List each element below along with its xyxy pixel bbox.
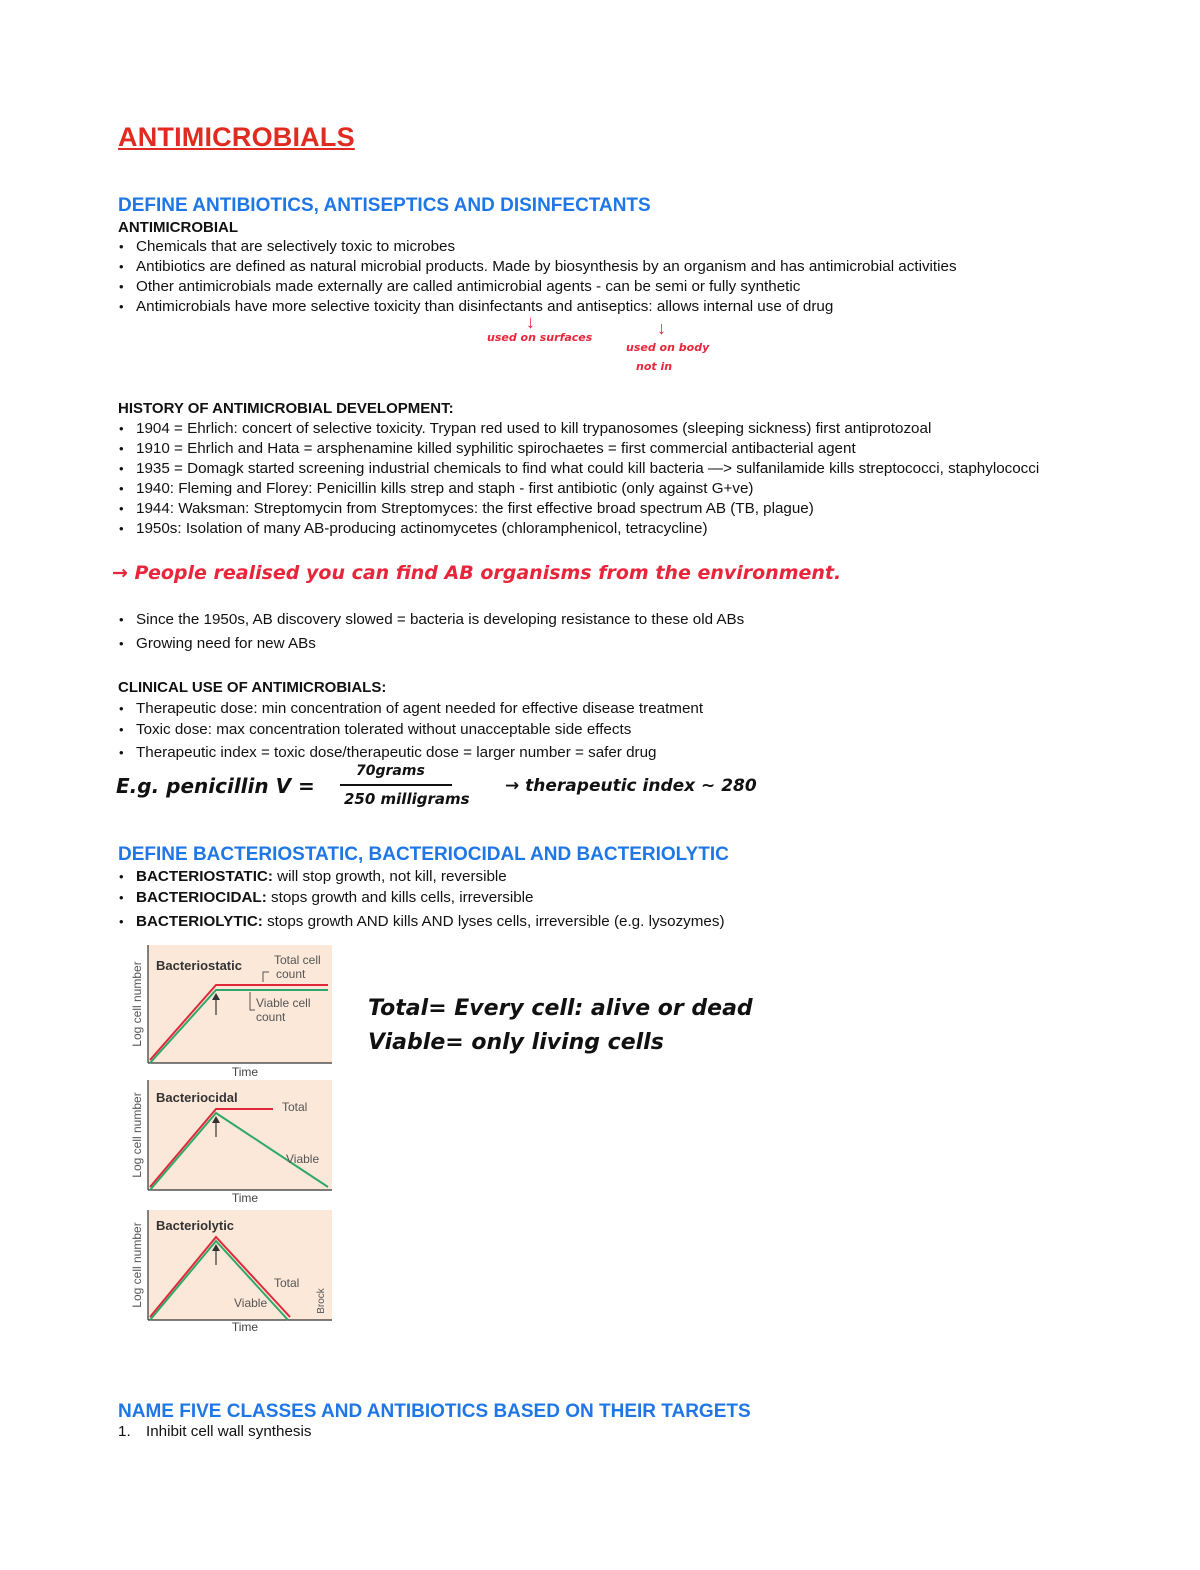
viable-label-2: count	[256, 1010, 286, 1024]
section-heading-bacteriostatic: DEFINE BACTERIOSTATIC, BACTERIOCIDAL AND BACTERIOLYTIC	[118, 844, 729, 865]
x-axis-label: Time	[231, 1065, 259, 1079]
list-item: • 1950s: Isolation of many AB-producing actinomycetes (chloramphenicol, tetracycline)	[118, 519, 1076, 539]
total-label-2: count	[276, 967, 306, 981]
growth-curves-figure	[128, 940, 338, 1335]
list-item: • Antimicrobials have more selective toxicity than disinfectants and antiseptics: allows internal use of drug	[118, 297, 957, 317]
section-heading-clinical: CLINICAL USE OF ANTIMICROBIALS:	[118, 679, 387, 696]
viable-label: Viable cell	[256, 996, 311, 1010]
list-item: • Therapeutic index = toxic dose/therapeutic dose = larger number = safer drug	[118, 742, 703, 763]
definition: stops growth AND kills AND lyses cells, irreversible (e.g. lysozymes)	[262, 913, 725, 930]
list-item: • Toxic dose: max concentration tolerated without unacceptable side effects	[118, 719, 703, 740]
section-heading-classes: NAME FIVE CLASSES AND ANTIBIOTICS BASED ON THEIR TARGETS	[118, 1401, 751, 1422]
list-item	[118, 866, 725, 887]
item-number: 1.	[118, 1423, 131, 1440]
list-item: • 1935 = Domagk started screening industrial chemicals to find what could kill bacteria —> sulfanilamide kills streptococci, staphylococci	[118, 459, 1076, 479]
list-item: • 1904 = Ehrlich: concert of selective toxicity. Trypan red used to kill trypanosomes (sleeping sickness) first antiprotozoal	[118, 419, 1076, 439]
fraction-bar	[340, 784, 452, 786]
handwritten-note-environment: → People realised you can find AB organisms from the environment.	[112, 562, 842, 584]
list-item: • 1944: Waksman: Streptomycin from Streptomyces: the first effective broad spectrum AB (TB, plague)	[118, 499, 1076, 519]
antimicrobial-bullet-list	[118, 237, 957, 317]
handwritten-note-viable: Viable= only living cells	[368, 1030, 664, 1055]
list-item: • Chemicals that are selectively toxic to microbes	[118, 237, 957, 257]
history-bullet-list-2	[118, 608, 744, 656]
viable-label: Viable	[286, 1152, 320, 1166]
section-heading-definitions: DEFINE ANTIBIOTICS, ANTISEPTICS AND DISINFECTANTS	[118, 195, 651, 216]
list-item: • Antibiotics are defined as natural microbial products. Made by biosynthesis by an organism and has antimicrobial activities	[118, 257, 957, 277]
y-axis-label: Log cell number	[130, 1092, 144, 1178]
handwritten-note-total: Total= Every cell: alive or dead	[368, 996, 753, 1021]
list-item	[118, 887, 725, 908]
down-arrow-icon: ↓	[657, 318, 666, 338]
list-item: • Other antimicrobials made externally are called antimicrobial agents - can be semi or fully synthetic	[118, 277, 957, 297]
figure-credit: Brock	[316, 1288, 327, 1314]
x-axis-label: Time	[231, 1191, 259, 1205]
list-item: • Growing need for new ABs	[118, 632, 744, 656]
definition: stops growth and kills cells, irreversible	[266, 889, 534, 906]
panel-title: Bacteriocidal	[156, 1090, 238, 1105]
numbered-list-item	[118, 1423, 311, 1440]
section-heading-history: HISTORY OF ANTIMICROBIAL DEVELOPMENT:	[118, 400, 454, 417]
down-arrow-icon: ↓	[526, 312, 535, 332]
page-title: ANTIMICROBIALS	[118, 122, 355, 152]
list-item: • Therapeutic dose: min concentration of agent needed for effective disease treatment	[118, 698, 703, 719]
total-label: Total	[282, 1100, 308, 1114]
history-bullet-list	[118, 419, 1076, 539]
panel-title: Bacteriostatic	[156, 958, 242, 973]
handwritten-note-antiseptics: used on body	[626, 341, 710, 354]
handwritten-note-disinfectants: used on surfaces	[487, 331, 593, 344]
bacterio-definition-list	[118, 866, 725, 932]
x-axis-label: Time	[231, 1320, 259, 1334]
panel-bacteriostatic	[130, 945, 332, 1079]
list-item: • Since the 1950s, AB discovery slowed = bacteria is developing resistance to these old ABs	[118, 608, 744, 632]
panel-bacteriocidal	[130, 1080, 332, 1205]
clinical-bullet-list	[118, 698, 703, 763]
y-axis-label: Log cell number	[130, 961, 144, 1047]
y-axis-label: Log cell number	[130, 1222, 144, 1308]
list-item: • 1940: Fleming and Florey: Penicillin kills strep and staph - first antibiotic (only against G+ve)	[118, 479, 1076, 499]
panel-title: Bacteriolytic	[156, 1218, 235, 1233]
viable-label: Viable	[234, 1296, 268, 1310]
term: BACTERIOLYTIC:	[136, 913, 263, 930]
total-label: Total	[274, 1276, 300, 1290]
item-text: Inhibit cell wall synthesis	[146, 1423, 312, 1440]
handwritten-note-numerator: 70grams	[356, 763, 425, 779]
handwritten-note-antiseptics-2: not in	[636, 360, 673, 373]
panel-bacteriolytic	[130, 1210, 332, 1334]
handwritten-note-example: E.g. penicillin V =	[116, 774, 315, 798]
list-item	[118, 911, 725, 932]
definition: will stop growth, not kill, reversible	[272, 868, 507, 885]
handwritten-note-index: → therapeutic index ~ 280	[505, 776, 757, 796]
handwritten-note-denominator: 250 milligrams	[344, 790, 470, 808]
total-label: Total cell	[274, 953, 321, 967]
term: BACTERIOSTATIC:	[136, 868, 273, 885]
subheading-antimicrobial: ANTIMICROBIAL	[118, 219, 238, 236]
list-item: • 1910 = Ehrlich and Hata = arsphenamine killed syphilitic spirochaetes = first commercial antibacterial agent	[118, 439, 1076, 459]
term: BACTERIOCIDAL:	[136, 889, 267, 906]
